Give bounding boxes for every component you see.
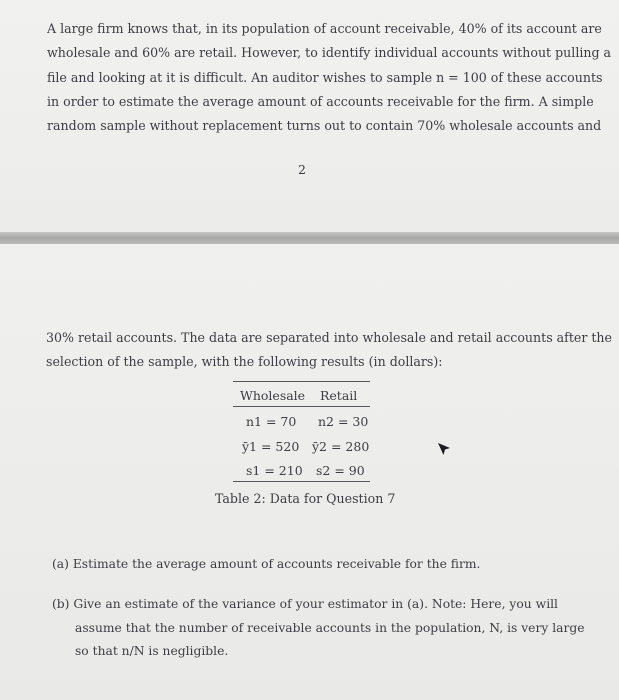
paragraph-line: A large firm knows that, in its population of account receivable, 40% of its account are [47,21,602,36]
table-header-rule [233,406,370,407]
table-cell: s1 = 210 [246,463,303,478]
table-cell: n1 = 70 [246,414,297,429]
question-b [52,593,585,664]
table-cell: ȳ2 = 280 [312,439,370,454]
paragraph-line: in order to estimate the average amount of accounts receivable for the firm. A simple [47,93,594,109]
table-caption: Table 2: Data for Question 7 [215,491,396,506]
paragraph-line: wholesale and 60% are retail. However, to identify individual accounts without pulling a [47,45,612,61]
paragraph-line: random sample without replacement turns out to contain 70% wholesale accounts and [47,118,602,134]
question-line: so that n/N is negligible. [75,644,229,658]
paragraph-line: 30% retail accounts. The data are separated into wholesale and retail accounts after the [46,330,612,345]
table-top-rule [233,381,370,382]
table-cell: n2 = 30 [318,414,369,429]
question-a [52,553,480,577]
question-line: assume that the number of receivable accounts in the population, N, is very large [75,620,585,635]
table-bottom-rule [233,481,370,482]
question-line: (a) Estimate the average amount of accounts receivable for the firm. [52,557,481,571]
table-header-wholesale: Wholesale [240,388,306,403]
question-line: (b) Give an estimate of the variance of your estimator in (a). Note: Here, you will [52,597,558,611]
page-number: 2 [298,162,306,177]
mouse-cursor-icon [436,441,452,457]
page-divider [0,232,619,244]
paragraph-line: file and looking at it is difficult. An auditor wishes to sample n = 100 of these accounts [47,69,603,85]
table-cell: s2 = 90 [316,463,365,478]
paragraph-line: selection of the sample, with the following results (in dollars): [46,354,443,370]
problem-paragraph [47,17,612,138]
table-cell: ȳ1 = 520 [242,439,300,454]
table-header-retail: Retail [320,388,358,403]
continuation-paragraph [46,326,612,375]
